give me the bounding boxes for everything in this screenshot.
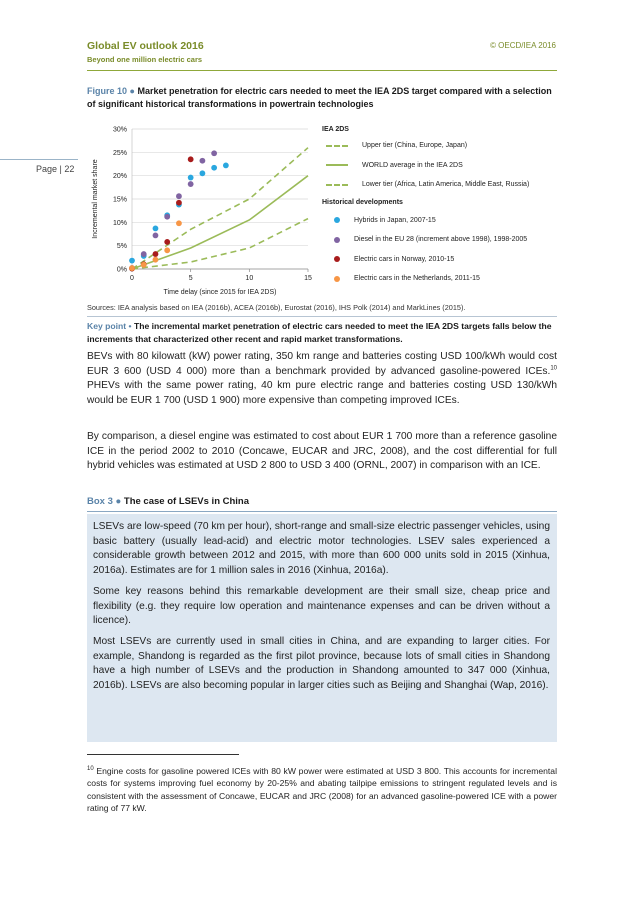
footnote-ref[interactable]: 10 [550, 365, 557, 372]
legend-label: Lower tier (Africa, Latin America, Middle East, Russia) [362, 181, 530, 189]
box-lsev-china [87, 514, 557, 742]
key-point-text: The incremental market penetration of electric cars needed to meet the IEA 2DS targets falls below the increments that characterized other recent and rapid market transformations. [87, 321, 552, 344]
legend-label: Upper tier (China, Europe, Japan) [362, 142, 468, 150]
market-share-chart [80, 118, 320, 300]
box-paragraph-3: Most LSEVs are currently used in small cities in China, and are expanding to larger cities. For example, Shandong is regarded as the first pilot province, because lots of small cities in Shandong have a high number of LSEVs and the production in Shandong amounted to 347 000 (Xinhua, 2016b). LSEVs are also becoming popular in larger cities such as Beijing and Shanghai (Wap, 2016). [93, 636, 550, 691]
legend-item-lower-tier [322, 175, 557, 195]
scatter-point-series-0 [188, 175, 194, 181]
figure-label: Figure 10 [87, 86, 128, 96]
key-point-label: Key point [87, 321, 127, 331]
bullet-dot: ● [129, 86, 138, 96]
y-tick-label: 30% [112, 126, 127, 134]
scatter-point-series-3 [129, 265, 135, 271]
y-tick-label: 10% [112, 219, 127, 227]
scatter-point-series-1 [153, 233, 159, 239]
x-tick-label: 0 [130, 275, 134, 282]
page-number-rule [0, 159, 78, 160]
legend-group-iea2ds: IEA 2DS [322, 126, 349, 133]
scatter-point-series-3 [176, 220, 182, 226]
legend-dashed-line-swatch [326, 145, 348, 147]
box-title-text: The case of LSEVs in China [123, 496, 250, 507]
box-heading [87, 496, 249, 507]
scatter-point-series-3 [164, 247, 170, 253]
footnote-rule [87, 754, 239, 755]
key-point [87, 320, 557, 346]
body-paragraph-2: By comparison, a diesel engine was estimated to cost about EUR 1 700 more than a reference gasoline ICE in the period 2002 to 2010 (Concawe, EUCAR and JRC, 2008), and the cost differential for full hybrid vehicles was estimated at USD 2 800 to USD 3 400 (ORNL, 2007) in comparison with an ICE. [87, 431, 557, 472]
scatter-point-series-0 [223, 163, 229, 169]
legend-dot-swatch [334, 217, 340, 223]
x-axis-label: Time delay (since 2015 for IEA 2DS) [163, 289, 277, 296]
scatter-point-series-1 [164, 214, 170, 220]
y-axis-label: Incremental market share [92, 159, 99, 239]
footnote-text: Engine costs for gasoline powered ICEs with 80 kW power were estimated at USD 3 800. This accounts for incremental costs for systems improving fuel economy by 20-25% and abating tailpipe emissions to stringent regulated levels and is consistent with the assessment of Concawe, EUCAR and JRC (2008) for an advanced gasoline-powered ICE with a power rating of 77 kW. [87, 766, 557, 814]
header-rule [87, 70, 557, 71]
legend-label: Diesel in the EU 28 (increment above 1998), 1998-2005 [354, 236, 528, 244]
legend-dot-swatch [334, 256, 340, 262]
scatter-point-series-1 [200, 158, 206, 164]
scatter-point-series-3 [153, 257, 159, 263]
y-tick-label: 20% [112, 173, 127, 181]
footnote-number: 10 [87, 766, 94, 773]
chart-legend [322, 124, 557, 289]
legend-item-diesel-eu [322, 230, 557, 250]
scatter-point-series-2 [188, 156, 194, 162]
legend-dot-swatch [334, 237, 340, 243]
box-rule [87, 511, 557, 512]
x-tick-label: 5 [188, 275, 193, 282]
legend-label: WORLD average in the IEA 2DS [362, 161, 463, 169]
figure-caption [87, 85, 557, 111]
series-line-2 [132, 219, 308, 269]
chart-series-lines [132, 148, 308, 269]
scatter-point-series-0 [200, 170, 206, 176]
paragraph-text: PHEVs with the same power rating, 40 km pure electric range and batteries costing USD 130/kWh would be EUR 1 700 (USD 1 900) more expensive than competing improved ICEs. [87, 380, 557, 406]
legend-dot-swatch [334, 276, 340, 282]
legend-label: Electric cars in Norway, 2010-15 [354, 255, 455, 263]
scatter-point-series-3 [141, 262, 147, 268]
legend-item-ev-netherlands [322, 269, 557, 289]
legend-item-hybrids-japan [322, 211, 557, 231]
scatter-point-series-2 [153, 251, 159, 257]
scatter-point-series-1 [188, 181, 194, 187]
sources-rule [87, 316, 557, 317]
bullet-dot: ● [115, 496, 124, 507]
series-line-0 [132, 148, 308, 269]
figure-sources: Sources: IEA analysis based on IEA (2016b), ACEA (2016b), Eurostat (2016), IHS Polk (2014) and MarkLines (2015). [87, 303, 466, 312]
scatter-point-series-0 [129, 258, 135, 264]
scatter-point-series-0 [211, 165, 217, 171]
x-tick-label: 10 [245, 275, 254, 282]
chart-gridlines [132, 129, 308, 246]
box-label: Box 3 [87, 496, 113, 507]
x-tick-label: 15 [304, 275, 312, 282]
scatter-point-series-2 [176, 200, 182, 206]
box-paragraph-1: LSEVs are low-speed (70 km per hour), short-range and small-size electric passenger vehicles, using basic battery (usually lead-acid) and electric motor technologies. LSEV sales experienced a considerable growth between 2012 and 2015, with more than 600 000 units sold in 2015 (Xinhua, 2016a). Estimates are for 1 million sales in 2016 (Xinhua, 2016a). [93, 521, 550, 576]
scatter-point-series-1 [176, 193, 182, 199]
chart-scatter-points [129, 150, 229, 271]
paragraph-text: BEVs with 80 kilowatt (kW) power rating, 350 km range and batteries costing USD 100/kWh would cost EUR 3 600 (USD 4 000) more than a benchmark provided by advanced gasoline-powered ICEs. [87, 351, 557, 377]
legend-item-upper-tier [322, 136, 557, 156]
scatter-point-series-1 [211, 150, 217, 156]
y-tick-label: 25% [112, 149, 127, 157]
legend-solid-line-swatch [326, 164, 348, 166]
scatter-point-series-1 [141, 251, 147, 257]
page-number: Page | 22 [36, 164, 75, 174]
legend-item-world-average [322, 156, 557, 176]
body-paragraph-1 [87, 350, 557, 408]
copyright-notice: © OECD/IEA 2016 [490, 41, 556, 50]
box-paragraph-2: Some key reasons behind this remarkable development are their small size, cheap price and flexibility (e.g. they require low operation and maintenance expenses and can be driven without a licence). [93, 586, 550, 627]
scatter-point-series-0 [153, 226, 159, 232]
footnote [87, 765, 557, 815]
legend-item-ev-norway [322, 250, 557, 270]
y-tick-label: 5% [116, 243, 127, 251]
legend-label: Electric cars in the Netherlands, 2011-15 [354, 275, 480, 283]
running-subtitle: Beyond one million electric cars [87, 55, 203, 64]
legend-label: Hybrids in Japan, 2007-15 [354, 216, 436, 224]
y-tick-label: 15% [112, 196, 127, 204]
bullet-dot: • [128, 321, 134, 331]
scatter-point-series-2 [164, 239, 170, 245]
running-title: Global EV outlook 2016 [87, 40, 204, 52]
legend-dashed-line-swatch [326, 184, 348, 186]
y-tick-label: 0% [116, 266, 127, 274]
figure-caption-text: Market penetration for electric cars needed to meet the IEA 2DS target compared with a selection of significant historical transformations in powertrain technologies [87, 86, 552, 109]
legend-group-historical: Historical developments [322, 199, 403, 206]
